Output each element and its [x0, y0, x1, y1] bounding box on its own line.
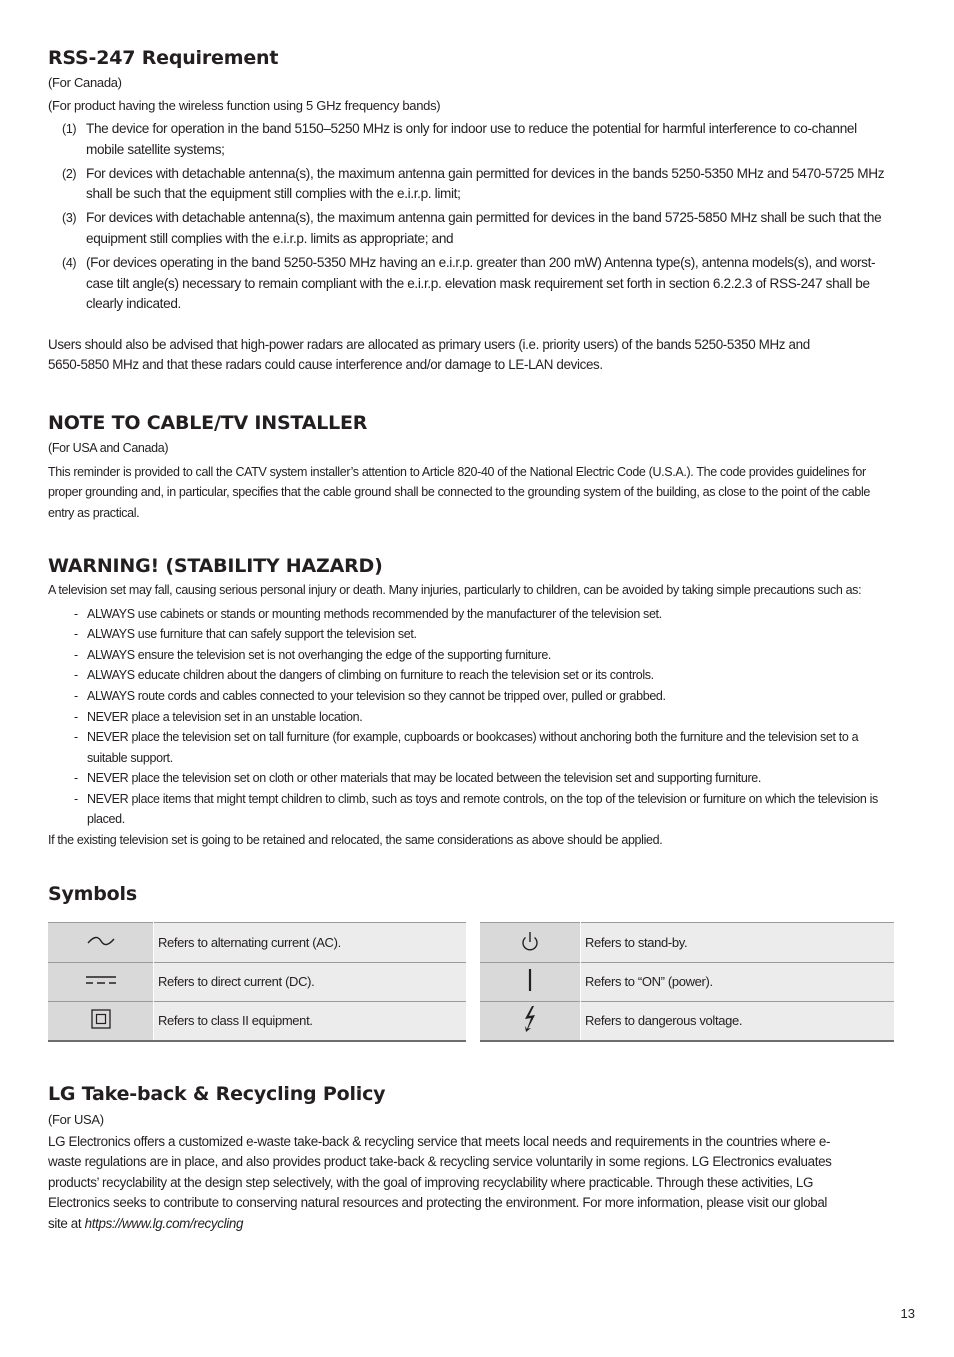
list-item-number: (1) [62, 122, 77, 136]
dash-bullet: - [74, 647, 78, 662]
list-item [48, 707, 894, 728]
list-item-text: For devices with detachable antenna(s), the maximum antenna gain permitted for devices in the band 5725-5850 MHz shall be such that the equipment still complies with the e.i.r.p. limits as appropriate; and [86, 210, 882, 246]
dash-bullet: - [74, 606, 78, 621]
list-item [48, 768, 894, 789]
symbols-table-right [480, 922, 894, 1042]
list-item-text: ALWAYS use cabinets or stands or mounting methods recommended by the manufacturer of the television set. [87, 606, 662, 621]
list-item [48, 624, 894, 645]
symbols-table-left [48, 922, 466, 1042]
power-on-icon [527, 980, 533, 995]
class-ii-icon [91, 1017, 111, 1032]
symbols-title: Symbols [48, 882, 137, 905]
table-row [480, 1001, 894, 1041]
cable-installer-title: NOTE TO CABLE/TV INSTALLER [48, 412, 368, 435]
list-item-text: NEVER place the television set on tall furniture (for example, cupboards or bookcases) without anchoring both the furniture and the television set to a suitable support. [87, 730, 859, 765]
list-item [48, 119, 894, 160]
rss-247-section [48, 44, 894, 376]
list-item [48, 208, 894, 249]
stability-warning-intro: A television set may fall, causing serious personal injury or death. Many injuries, particularly to children, can be avoided by taking simple precautions such as: [48, 583, 862, 598]
dc-icon [85, 974, 117, 989]
dash-bullet: - [74, 791, 78, 806]
list-item-text: ALWAYS ensure the television set is not overhanging the edge of the supporting furniture. [87, 647, 552, 662]
standby-icon [520, 940, 540, 955]
page-content [48, 44, 894, 1235]
icon-cell [48, 922, 154, 962]
list-item-text: For devices with detachable antenna(s), the maximum antenna gain permitted for devices in the bands 5250-5350 MHz and 5470-5725 MHz shall be such that the equipment still complies with the e.i.r.p. limit; [86, 165, 885, 202]
symbols-section [48, 880, 894, 1042]
recycling-title: LG Take-back & Recycling Policy [48, 1082, 386, 1105]
list-item-number: (4) [62, 256, 77, 271]
dash-bullet: - [74, 771, 78, 786]
list-item-text: NEVER place a television set in an unstable location. [87, 709, 363, 724]
recycling-link[interactable]: https://www.lg.com/recycling [84, 1215, 244, 1231]
symbol-description: Refers to dangerous voltage. [581, 1001, 895, 1041]
cable-region-note: (For USA and Canada) [48, 441, 169, 456]
symbol-description: Refers to direct current (DC). [154, 962, 467, 1001]
rss-247-title: RSS-247 Requirement [48, 47, 279, 69]
list-item [48, 686, 894, 707]
cable-installer-section [48, 409, 894, 523]
dash-bullet: - [74, 709, 78, 724]
symbol-description: Refers to stand-by. [581, 922, 895, 962]
radar-note: Users should also be advised that high-power radars are allocated as primary users (i.e. priority users) of the bands 5250-5350 MHz and 5650-5850 MHz and that these radars could cause interference and/or damage to LE-LAN devices. [48, 336, 810, 373]
stability-precautions-list [48, 604, 894, 831]
list-item-text: ALWAYS route cords and cables connected to your television so they cannot be tripped over, pulled or grabbed. [87, 688, 666, 703]
symbol-description: Refers to “ON” (power). [581, 962, 895, 1001]
list-item [48, 164, 894, 205]
dash-bullet: - [74, 688, 78, 703]
recycling-section [48, 1080, 894, 1235]
table-row [480, 922, 894, 962]
ac-icon [86, 935, 116, 950]
icon-cell [48, 962, 154, 1001]
list-item-number: (2) [62, 166, 77, 181]
rss-requirements-list [48, 119, 894, 315]
list-item-text: NEVER place items that might tempt children to climb, such as toys and remote controls, on the top of the television or furniture on which the television is placed. [87, 791, 878, 827]
icon-cell [480, 962, 581, 1001]
list-item [48, 604, 894, 625]
recycling-body-text: LG Electronics offers a customized e-waste take-back & recycling service that meets local needs and requirements in the countries where e-waste regulations are in place, and also provides product take-back & recycling service voluntarily in some regions. LG Electronics evaluates products’ recyclability at the design step selectively, with the goal of improving recyclability where practicable. Through these activities, LG Electronics seeks to contribute to conserving natural resources and protecting the environment. For more information, please visit our global site at [48, 1133, 832, 1231]
symbol-description: Refers to alternating current (AC). [154, 922, 467, 962]
table-row [48, 962, 466, 1001]
stability-warning-closing: If the existing television set is going to be retained and relocated, the same considerations as above should be applied. [48, 833, 663, 848]
list-item [48, 665, 894, 686]
icon-cell [48, 1001, 154, 1041]
list-item-text: The device for operation in the band 5150–5250 MHz is only for indoor use to reduce the potential for harmful interference to co-channel mobile satellite systems; [86, 121, 857, 157]
list-item-text: (For devices operating in the band 5250-5350 MHz having an e.i.r.p. greater than 200 mW) Antenna type(s), antenna models(s), and worst-case tilt angle(s) necessary to remain compliant with the e.i.r.p. elevation mask requirement set forth in section 6.2.2.3 of RSS-247 shall be clearly indicated. [86, 255, 876, 312]
list-item [48, 727, 894, 768]
list-item-number: (3) [62, 211, 77, 226]
stability-warning-title: WARNING! (STABILITY HAZARD) [48, 555, 383, 578]
list-item [48, 645, 894, 666]
recycling-region-note: (For USA) [48, 1111, 104, 1127]
list-item [48, 253, 894, 315]
icon-cell [480, 1001, 581, 1041]
cable-installer-body: This reminder is provided to call the CATV system installer’s attention to Article 820-40 of the National Electric Code (U.S.A.). The code provides guidelines for proper grounding and, in particular, specifies that the cable ground shall be connected to the grounding system of the building, as close to the point of the cable entry as practical. [48, 464, 870, 520]
symbols-tables [48, 922, 894, 1042]
icon-cell [480, 922, 581, 962]
list-item [48, 789, 894, 830]
table-row [480, 962, 894, 1001]
recycling-body [48, 1132, 838, 1235]
page-number: 13 [900, 1306, 915, 1321]
stability-warning-section [48, 552, 894, 851]
dash-bullet: - [74, 627, 78, 642]
for-canada-note: (For Canada) [48, 75, 122, 90]
for-product-note: (For product having the wireless function using 5 GHz frequency bands) [48, 98, 441, 113]
table-row [48, 1001, 466, 1041]
dash-bullet: - [74, 668, 78, 683]
dangerous-voltage-icon [522, 1021, 538, 1036]
symbol-description: Refers to class II equipment. [154, 1001, 467, 1041]
list-item-text: ALWAYS educate children about the dangers of climbing on furniture to reach the television set or its controls. [87, 668, 654, 683]
list-item-text: ALWAYS use furniture that can safely support the television set. [87, 627, 417, 642]
dash-bullet: - [74, 730, 78, 745]
table-row [48, 922, 466, 962]
list-item-text: NEVER place the television set on cloth or other materials that may be located between the television set and supporting furniture. [87, 771, 761, 786]
